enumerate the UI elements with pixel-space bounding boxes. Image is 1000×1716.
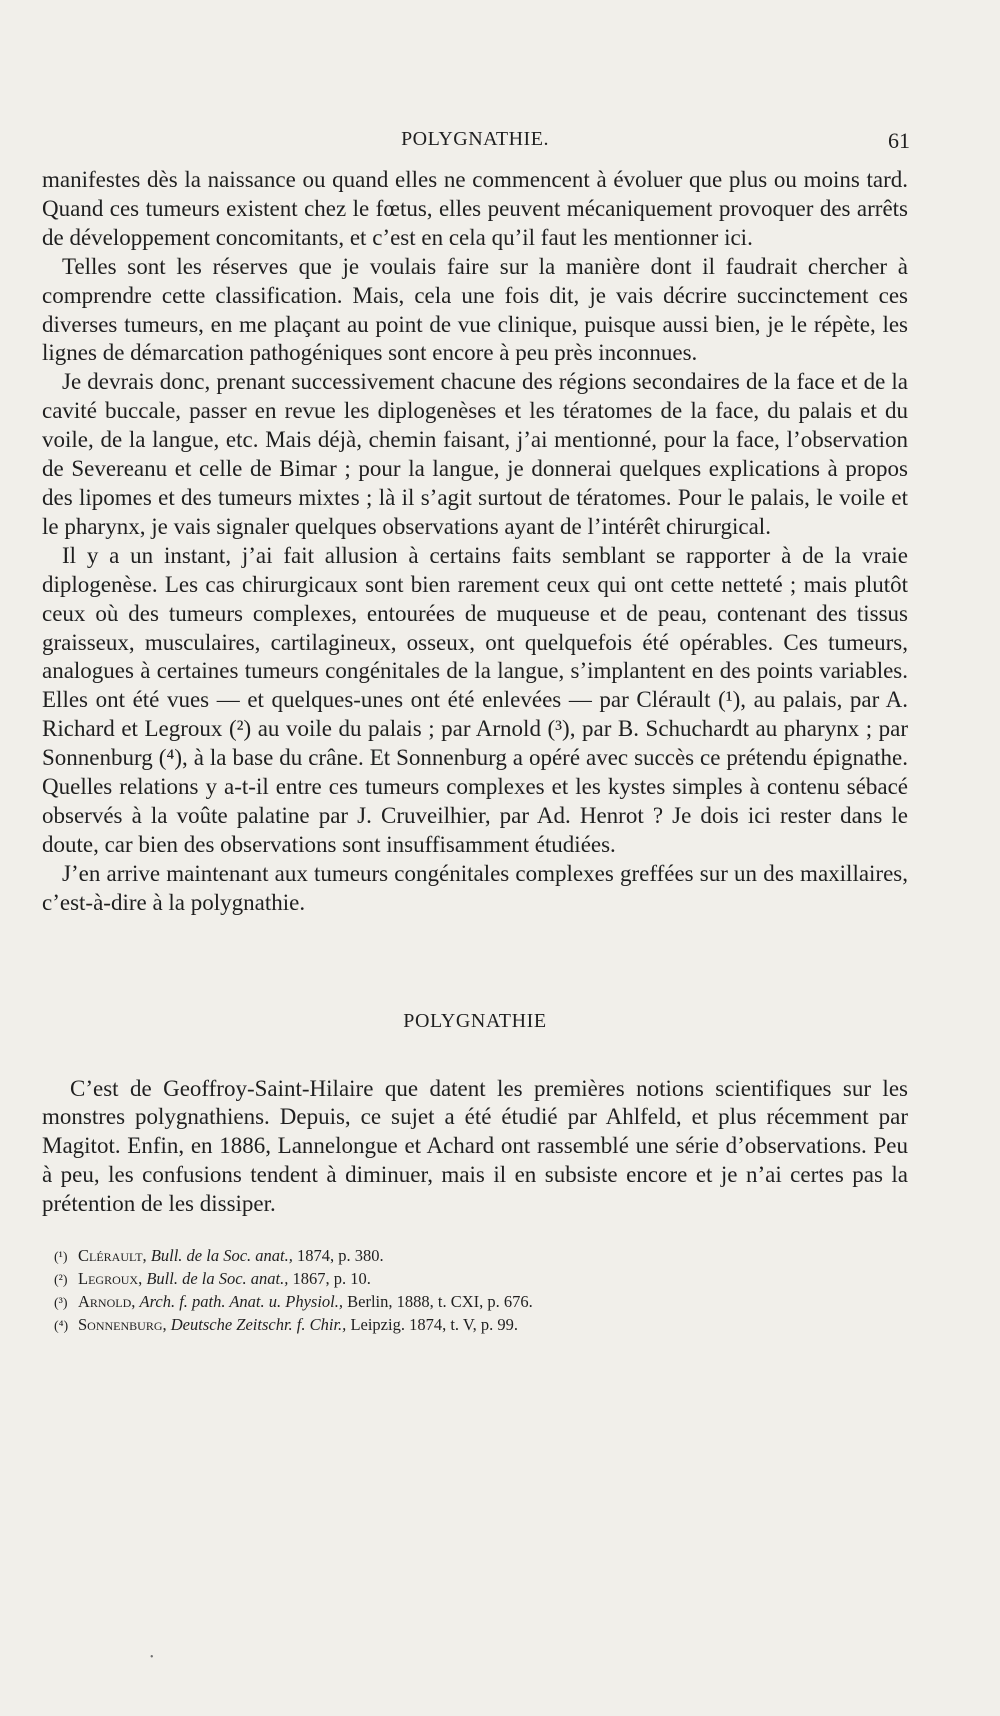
footnote-details: 1874, p. 380. [297,1246,384,1266]
footnote-author: Legroux, [78,1269,143,1289]
footnote-3 [42,1291,908,1314]
paragraph-reserves: Telles sont les réserves que je voulais faire sur la manière dont il faudrait chercher à comprendre cette classification. Mais, cela une fois dit, je vais décrire succinctement ces diverses tumeurs, en me plaçant au point de vue clinique, puisque aussi bien, je le répète, les lignes de démarcation pathogéniques sont encore à peu près inconnues. [42,253,908,366]
footnote-details: Berlin, 1888, t. CXI, p. 676. [347,1292,533,1312]
footnote-marker: (³) [54,1296,68,1312]
section-title: POLYGNATHIE [403,1009,547,1032]
footnote-source: Arch. f. path. Anat. u. Physiol., [139,1292,343,1312]
section-paragraph: C’est de Geoffroy-Saint-Hilaire que datent les premières notions scientifiques sur les monstres polygnathiens. Depuis, ce sujet a été étudié par Ahlfeld, et plus récemment par Magitot. Enfin, en 1886, Lannelongue et Achard ont rassemblé une série d’observations. Peu à peu, les confusions tendent à diminuer, mais il en subsiste encore et je n’ai certes pas la prétention de les dissiper. [42,1075,908,1217]
footnote-details: Leipzig. 1874, t. V, p. 99. [350,1315,519,1335]
footnote-marker: (¹) [54,1250,68,1266]
page-number: 61 [888,128,910,153]
paragraph-regions: Je devrais donc, prenant successivement chacune des régions secondaires de la face et de la cavité buccale, passer en revue les diplogenèses et les tératomes de la face, du palais et du voile, de la langue, etc. Mais déjà, chemin faisant, j’ai mentionné, pour la face, l’observation de Severeanu et celle de Bimar ; pour la langue, je donnerai quelques explications à propos des lipomes et des tumeurs mixtes ; là il s’agit surtout de tératomes. Pour le palais, le voile et le pharynx, je vais signaler quelques observations ayant de l’intérêt chirurgical. [42,369,908,539]
paragraph-polygnathia-intro: J’en arrive maintenant aux tumeurs congénitales complexes greffées sur un des maxillaires, c’est-à-dire à la polygnathie. [42,860,908,915]
footnote-4 [42,1314,908,1337]
footnotes [42,1245,908,1337]
footnote-1 [42,1245,908,1268]
paragraph-diplogenesis: Il y a un instant, j’ai fait allusion à certains faits semblant se rapporter à de la vraie diplogenèse. Les cas chirurgicaux sont bien rarement ceux qui ont cette netteté ; mais plutôt ceux où des tumeurs complexes, entourées de muqueuse et de peau, contenant des tissus graisseux, musculaires, cartilagineux, osseux, ont quelquefois été opérables. Ces tumeurs, analogues à certaines tumeurs congénitales de la langue, s’implantent en des points variables. Elles ont été vues — et quelques-unes ont été enlevées — par Clérault (¹), au palais, par A. Richard et Legroux (²) au voile du palais ; par Arnold (³), par B. Schuchardt au pharynx ; par Sonnenburg (⁴), à la base du crâne. Et Sonnenburg a opéré avec succès ce prétendu épignathe. Quelles relations y a-t-il entre ces tumeurs complexes et les kystes simples à contenu sébacé observés à la voûte palatine par J. Cruveilhier, par Ad. Henrot ? Je dois ici rester dans le doute, car bien des observations sont insuffisamment étudiées. [42,542,908,857]
running-title: POLYGNATHIE. [401,128,549,150]
footnote-2 [42,1268,908,1291]
page-mark: • [150,1652,154,1663]
footnote-source: Deutsche Zeitschr. f. Chir., [170,1315,347,1335]
section-text [42,1075,908,1220]
footnote-author: Sonnenburg, [78,1315,167,1335]
footnote-author: Clérault, [78,1246,147,1266]
main-text [42,166,908,918]
footnote-author: Arnold, [78,1292,136,1312]
footnote-details: 1867, p. 10. [292,1269,371,1289]
running-head [42,128,908,162]
footnote-marker: (²) [54,1273,68,1289]
footnote-source: Bull. de la Soc. anat., [150,1246,293,1266]
footnote-marker: (⁴) [54,1319,69,1335]
paragraph-continuation: manifestes dès la naissance ou quand elles ne commencent à évoluer que plus ou moins tard. Quand ces tumeurs existent chez le fœtus, elles peuvent mécaniquement provoquer des arrêts de développement concomitants, et c’est en cela qu’il faut les mentionner ici. [42,167,908,250]
footnote-source: Bull. de la Soc. anat., [146,1269,289,1289]
